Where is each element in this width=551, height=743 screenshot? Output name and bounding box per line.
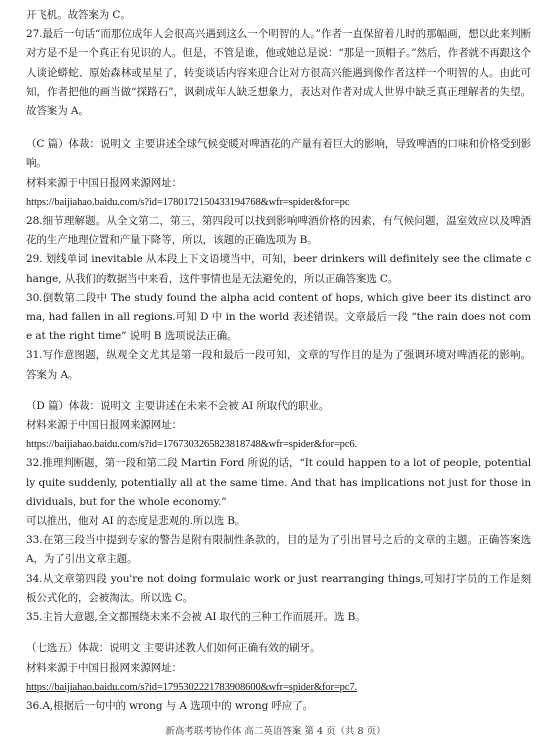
- page-footer: 新高考联考协作体 高二英语答案 第 4 页（共 8 页）: [165, 726, 386, 737]
- answer-key-content: [26, 6, 531, 716]
- section-d-intro: （D 篇）体裁：说明文 主要讲述在未来不会被 AI 所取代的职业。: [26, 399, 330, 412]
- answer-26-tail: 开飞机。故答案为 C。: [26, 9, 131, 21]
- section-c-intro: （C 篇）体裁：说明文 主要讲述全球气候变暖对啤酒花的产量有着巨大的影响，导致啤酒的口味和价格受到影响。: [26, 138, 531, 170]
- section-gap: [26, 121, 531, 135]
- answer-29: 29. 划线单词 inevitable 从本段上下文语境当中，可知，beer drinkers will definitely see the climate change, 从我们的数据当中来看，这件事情也是无法避免的，所以正确答案选 C。: [26, 253, 531, 285]
- section-d-source-label: 材料来源于中国日报网来源网址：: [26, 419, 182, 432]
- answer-32-conclusion: 可以推出，他对 AI 的态度是悲观的.所以选 B。: [26, 515, 246, 528]
- answer-30: 30.倒数第二段中 The study found the alpha acid content of hops, which give beer its distinct aroma, had fallen in all regions.可知 D 中 in the world 表述错误。文章最后一段 “the rain does not come at the right time” 说明 B 选项说法正确。: [26, 291, 531, 343]
- section-gap: [26, 627, 531, 639]
- answer-27: 27.最后一句话“而那位成年人会很高兴遇到这么一个明智的人。”作者一直保留着儿时的那幅画，想以此来判断对方是不是一个真正有见识的人。但是，不管是谁，他或她总是说：“那是一顶帽子。”然后，作者就不再跟这个人谈论蟒蛇、原始森林或星星了，转变谈话内容来迎合让对方很高兴能遇到像作者这样一个明智的人。由此可知，作者把他的画当做“探路石”，讽刺成年人缺乏想象力，表达对作者对成人世界中缺乏真正理解者的失望。故答案为 A。: [26, 28, 531, 118]
- section-e-intro: （七选五）体裁：说明文 主要讲述教人们如何正确有效的刷牙。: [26, 642, 321, 655]
- section-c-source-url[interactable]: https://baijiahao.baidu.com/s?id=1780172150433194768&wfr=spider&for=pc: [26, 196, 350, 208]
- section-e-source-label: 材料来源于中国日报网来源网址：: [26, 661, 182, 674]
- answer-33: 33.在第三段当中提到专家的警告是附有限制性条款的，目的是为了引出冒号之后的文章的主题。正确答案选 A，为了引出文章主题。: [26, 534, 531, 566]
- answer-31: 31.写作意图题，纵观全文尤其是第一段和最后一段可知，文章的写作目的是为了强调环境对啤酒花的影响。答案为 A。: [26, 349, 531, 381]
- answer-34: 34.从文章第四段 you're not doing formulaic work or just rearranging things,可知打字员的工作是刻板公式化的，会被淘汰。所以选 C。: [26, 572, 531, 604]
- section-e-source-url[interactable]: https://baijiahao.baidu.com/s?id=1795302221783908600&wfr=spider&for=pc7.: [26, 681, 358, 693]
- section-c-source-label: 材料来源于中国日报网来源网址：: [26, 176, 182, 189]
- answer-35: 35.主旨大意题,全文都围绕未来不会被 AI 取代的三种工作而展开。选 B。: [26, 611, 366, 624]
- section-gap: [26, 385, 531, 397]
- answer-36: 36.A,根据后一句中的 wrong 与 A 选项中的 wrong 呼应了。: [26, 699, 314, 712]
- answer-32: 32.推理判断题，第一段和第二段 Martin Ford 所说的话，“It could happen to a lot of people, potentially quite suddenly, potentially all at the same time. And that has implications not just for those individuals, but for the whole economy.”: [26, 457, 532, 508]
- section-d-source-url[interactable]: https://baijiahao.baidu.com/s?id=1767303265823818748&wfr=spider&for=pc6.: [26, 439, 358, 451]
- answer-28: 28.细节理解题。从全文第二，第三，第四段可以找到影响啤酒价格的因素，有气候问题，温室效应以及啤酒花的生产地理位置和产量下降等，所以，该题的正确选项为 B。: [26, 215, 531, 247]
